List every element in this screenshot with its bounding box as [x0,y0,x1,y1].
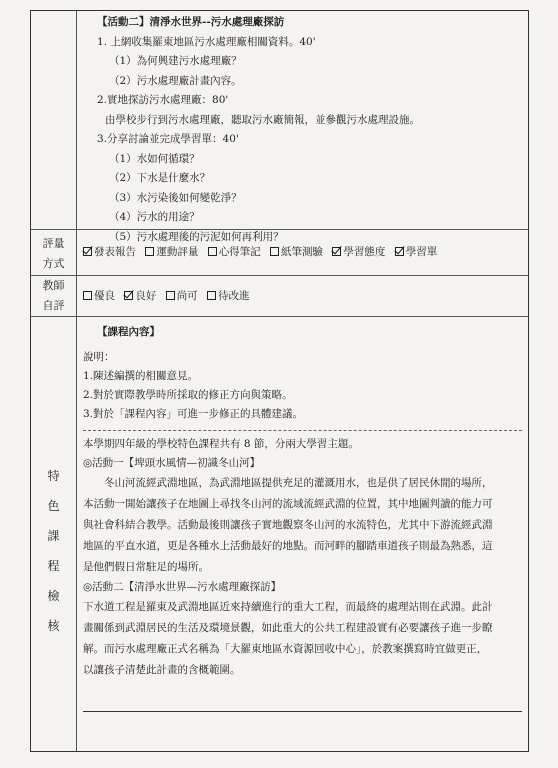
activity1-line: 與社會科結合教學。活動最後則讓孩子實地觀察冬山河的水流特色，尤其中下游流經武淵 [83,519,493,531]
activity2-item: （2）下水是什麼水？ [109,172,211,184]
explain-item: 3.對於「課程內容」可進一步修正的具體建議。 [83,408,304,420]
evaluation-option[interactable] [332,246,385,258]
feature-review-label [31,461,76,641]
activity2-line: 畫關係到武淵居民的生活及環境景觀，如此重大的公共工程建設實有必要讓孩子進一步瞭 [83,622,493,634]
activity2-item: （2）污水處理廠計畫內容。 [109,74,242,87]
option-label: 良好 [135,290,157,302]
checkbox-checked-icon[interactable] [83,247,92,256]
activity2-line: 解。而污水處理廠正式名稱為「大羅東地區水資源回收中心」，於教案撰寫時宜做更正， [83,643,488,655]
explain-title: 說明： [83,351,115,363]
option-label: 尚可 [176,290,198,302]
activity1-title: ◎活動一【埤頭水風情—初識冬山河】 [83,457,261,469]
activity1-line: 是他們假日常駐足的場所。 [83,561,209,573]
checkbox-checked-icon[interactable] [395,247,404,256]
activity2-item: 由學校步行到污水處理廠，聽取污水廠簡報，並參觀污水處理設施。 [105,113,420,126]
dashed-divider [83,430,522,431]
explain-item: 1.陳述編撰的相關意見。 [83,370,199,382]
evaluation-options [83,243,522,263]
evaluation-option[interactable] [270,246,323,258]
evaluation-option[interactable] [208,246,261,258]
option-label: 優良 [94,290,115,302]
teacher-review-option[interactable] [207,290,250,302]
feature-review-label-char: 程 [47,559,60,573]
activity2-item: （4）污水的用途？ [109,211,200,223]
feature-review-label-char: 特 [47,469,60,483]
feature-review-label-char: 課 [47,529,60,543]
evaluation-option[interactable] [395,246,438,258]
row-divider [31,316,528,317]
checkbox-checked-icon[interactable] [332,247,341,256]
activity2-item: 3.分享討論並完成學習單：40' [97,133,239,145]
option-label: 學習單 [405,246,438,258]
closing-rule [83,711,522,712]
teacher-review-label [31,279,76,313]
evaluation-label [31,237,76,271]
teacher-review-label-line: 教師 [42,279,65,292]
feature-review-label-char: 色 [47,499,60,513]
activity1-line: 冬山河流經武淵地區，為武淵地區提供充足的灌溉用水，也是供了居民休閒的場所， [104,477,493,489]
teacher-review-option[interactable] [124,290,156,302]
explain-item: 2.對於實際教學時所採取的修正方向與策略。 [83,389,293,401]
activity1-line: 本活動一開始讓孩子在地圖上尋找冬山河的流域流經武淵的位置，其中地圖判讀的能力可 [83,498,493,510]
evaluation-label-line: 方式 [42,257,65,270]
teacher-review-label-line: 自評 [42,299,65,312]
checkbox-checked-icon[interactable] [124,291,133,300]
option-label: 運動評量 [156,246,199,258]
activity2-line: 以讓孩子清楚此計畫的含概範圍。 [83,664,241,676]
teacher-review-options [83,287,522,307]
option-label: 學習態度 [343,246,386,258]
course-content-heading: 【課程內容】 [97,326,160,338]
checkbox-icon[interactable] [166,291,175,300]
activity2-item: （1）為何興建污水處理廠？ [109,55,242,67]
evaluation-label-line: 評量 [42,237,65,250]
activity2-cell [83,13,522,247]
row-divider [31,275,528,276]
activity2-item: 2.實地探訪污水處理廠：80' [97,94,229,106]
checkbox-icon[interactable] [270,247,279,256]
activity2-item: （3）水污染後如何變乾淨？ [109,191,242,204]
evaluation-option[interactable] [145,246,198,258]
teacher-review-option[interactable] [83,290,115,302]
teacher-review-option[interactable] [166,290,198,302]
activity1-line: 地區的平直水道，更是各種水上活動最好的地點。而河畔的腳踏車道孩子則最為熟悉，這 [83,540,493,552]
intro-text: 本學期四年級的學校特色課程共有 8 節，分兩大學習主題。 [83,438,359,450]
lesson-plan-table [30,10,529,752]
activity2-title: 【活動二】清淨水世界--污水處理廠探訪 [97,16,285,28]
activity2-item: 1. 上網收集羅東地區污水處理廠相關資料。40' [97,35,316,48]
option-label: 發表報告 [94,246,136,258]
feature-review-label-char: 核 [47,619,60,633]
checkbox-icon[interactable] [208,247,217,256]
feature-review-label-char: 檢 [47,589,60,603]
activity2-line: 下水道工程是羅東及武淵地區近來持續進行的重大工程，而最終的處理站則在武淵。此計 [83,601,493,613]
checkbox-icon[interactable] [83,291,92,300]
feature-review-content [83,323,522,681]
activity2-item: （5）污水處理後的污泥如何再利用？ [109,230,284,243]
activity2-summary-title: ◎活動二【清淨水世界—污水處理廠探訪】 [83,581,282,593]
option-label: 紙筆測驗 [281,246,324,258]
option-label: 待改進 [218,290,250,302]
evaluation-option[interactable] [83,246,136,258]
column-divider [76,11,77,751]
checkbox-icon[interactable] [207,291,216,300]
checkbox-icon[interactable] [145,247,154,256]
activity2-item: （1）水如何循環？ [109,152,200,165]
option-label: 心得筆記 [218,246,261,258]
